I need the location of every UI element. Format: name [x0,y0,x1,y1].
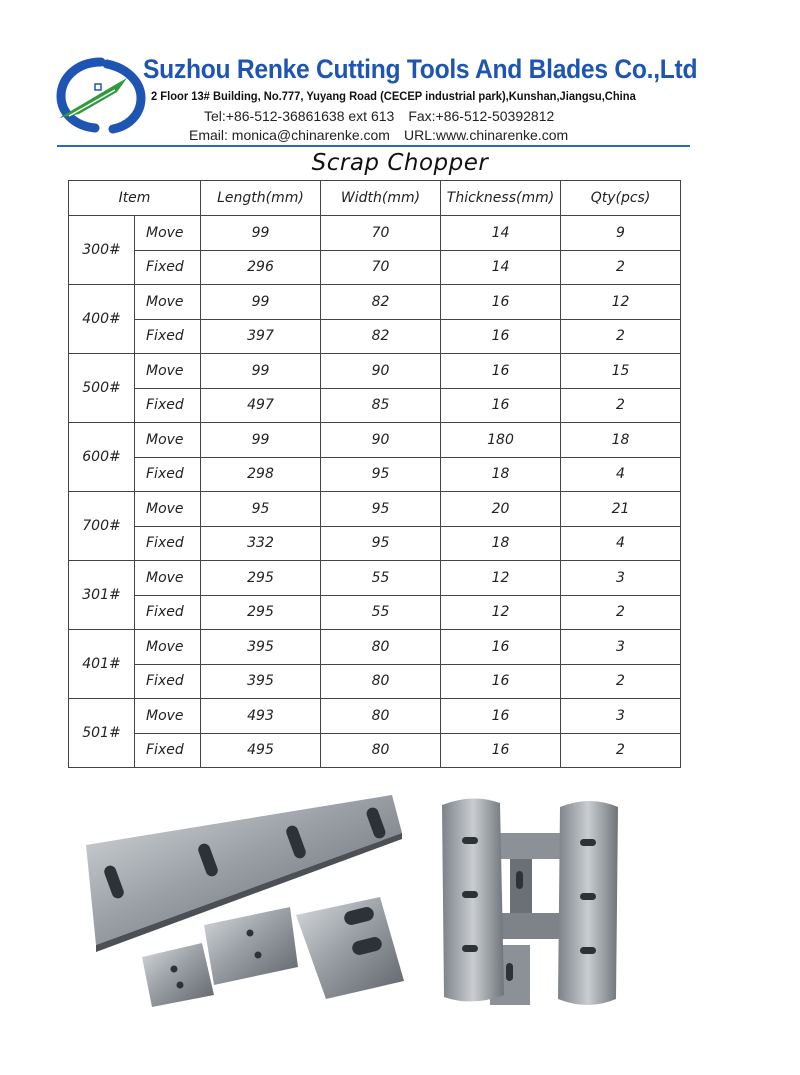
thickness-cell: 16 [441,285,561,320]
table-row [69,526,681,561]
table-row [69,319,681,354]
qty-cell: 4 [561,457,681,492]
width-cell: 70 [321,216,441,251]
blade-type-cell: Move [135,285,201,320]
length-cell: 298 [201,457,321,492]
thickness-cell: 20 [441,492,561,527]
company-address: 2 Floor 13# Building, No.777, Yuyang Road (CECEP industrial park),Kunshan,Jiangsu,China [151,89,636,103]
qty-cell: 3 [561,699,681,734]
length-cell: 95 [201,492,321,527]
table-row [69,733,681,768]
width-cell: 82 [321,285,441,320]
company-logo-icon [55,56,147,134]
blade-type-cell: Move [135,423,201,458]
width-cell: 80 [321,733,441,768]
thickness-cell: 16 [441,630,561,665]
model-cell: 500# [69,354,135,423]
blade-type-cell: Move [135,630,201,665]
company-name: Suzhou Renke Cutting Tools And Blades Co.,Ltd [143,54,698,84]
length-cell: 332 [201,526,321,561]
thickness-cell: 16 [441,664,561,699]
blade-type-cell: Move [135,699,201,734]
tel-text: Tel:+86-512-36861638 ext 613 [204,108,395,124]
table-row [69,664,681,699]
blade-type-cell: Fixed [135,250,201,285]
width-cell: 80 [321,630,441,665]
thickness-cell: 14 [441,216,561,251]
model-cell: 600# [69,423,135,492]
qty-cell: 3 [561,561,681,596]
table-row [69,595,681,630]
length-cell: 295 [201,595,321,630]
length-cell: 397 [201,319,321,354]
model-cell: 501# [69,699,135,768]
blade-type-cell: Move [135,216,201,251]
width-cell: 55 [321,595,441,630]
length-cell: 99 [201,285,321,320]
table-row [69,423,681,458]
table-row [69,285,681,320]
contact-line-phone [204,108,554,124]
width-cell: 90 [321,354,441,389]
small-blade-image [142,943,214,1007]
qty-cell: 15 [561,354,681,389]
spec-table [68,180,681,768]
url-text: URL:www.chinarenke.com [403,127,569,143]
qty-cell: 2 [561,319,681,354]
width-cell: 95 [321,492,441,527]
width-cell: 55 [321,561,441,596]
header-item: Item [69,181,201,216]
thickness-cell: 180 [441,423,561,458]
blade-type-cell: Fixed [135,733,201,768]
blade-type-cell: Fixed [135,457,201,492]
header-divider [57,145,690,147]
thickness-cell: 12 [441,561,561,596]
model-cell: 700# [69,492,135,561]
blade-type-cell: Fixed [135,526,201,561]
length-cell: 493 [201,699,321,734]
table-header-row [69,181,681,216]
page-title: Scrap Chopper [311,150,489,176]
thickness-cell: 16 [441,388,561,423]
qty-cell: 18 [561,423,681,458]
thickness-cell: 18 [441,457,561,492]
model-cell: 300# [69,216,135,285]
qty-cell: 2 [561,664,681,699]
length-cell: 99 [201,423,321,458]
qty-cell: 3 [561,630,681,665]
table-row [69,388,681,423]
table-row [69,354,681,389]
table-row [69,561,681,596]
width-cell: 85 [321,388,441,423]
width-cell: 90 [321,423,441,458]
blade-type-cell: Fixed [135,664,201,699]
product-photos [80,785,640,1025]
qty-cell: 4 [561,526,681,561]
width-cell: 80 [321,664,441,699]
model-cell: 301# [69,561,135,630]
thickness-cell: 16 [441,699,561,734]
table-row [69,492,681,527]
blade-type-cell: Fixed [135,388,201,423]
thickness-cell: 18 [441,526,561,561]
blade-type-cell: Move [135,561,201,596]
blade-type-cell: Fixed [135,319,201,354]
angled-blade-image [296,897,404,999]
thickness-cell: 14 [441,250,561,285]
fax-text: Fax:+86-512-50392812 [408,108,555,124]
rotor-assembly-image [442,798,618,1005]
header-length: Length(mm) [201,181,321,216]
blade-type-cell: Fixed [135,595,201,630]
width-cell: 95 [321,526,441,561]
table-row [69,216,681,251]
medium-blade-image [204,907,298,985]
width-cell: 80 [321,699,441,734]
length-cell: 495 [201,733,321,768]
qty-cell: 21 [561,492,681,527]
qty-cell: 2 [561,595,681,630]
qty-cell: 2 [561,250,681,285]
model-cell: 400# [69,285,135,354]
model-cell: 401# [69,630,135,699]
thickness-cell: 16 [441,733,561,768]
table-row [69,250,681,285]
thickness-cell: 16 [441,319,561,354]
length-cell: 295 [201,561,321,596]
blade-type-cell: Move [135,354,201,389]
header-width: Width(mm) [321,181,441,216]
thickness-cell: 12 [441,595,561,630]
qty-cell: 2 [561,388,681,423]
thickness-cell: 16 [441,354,561,389]
header-qty: Qty(pcs) [561,181,681,216]
width-cell: 82 [321,319,441,354]
length-cell: 395 [201,630,321,665]
length-cell: 395 [201,664,321,699]
table-row [69,699,681,734]
length-cell: 99 [201,216,321,251]
email-text: Email: monica@chinarenke.com [189,127,390,143]
blade-type-cell: Move [135,492,201,527]
contact-line-web [189,127,568,143]
qty-cell: 9 [561,216,681,251]
qty-cell: 12 [561,285,681,320]
length-cell: 99 [201,354,321,389]
width-cell: 70 [321,250,441,285]
header-thickness: Thickness(mm) [441,181,561,216]
qty-cell: 2 [561,733,681,768]
table-row [69,457,681,492]
table-row [69,630,681,665]
width-cell: 95 [321,457,441,492]
length-cell: 296 [201,250,321,285]
length-cell: 497 [201,388,321,423]
table-body [69,216,681,768]
